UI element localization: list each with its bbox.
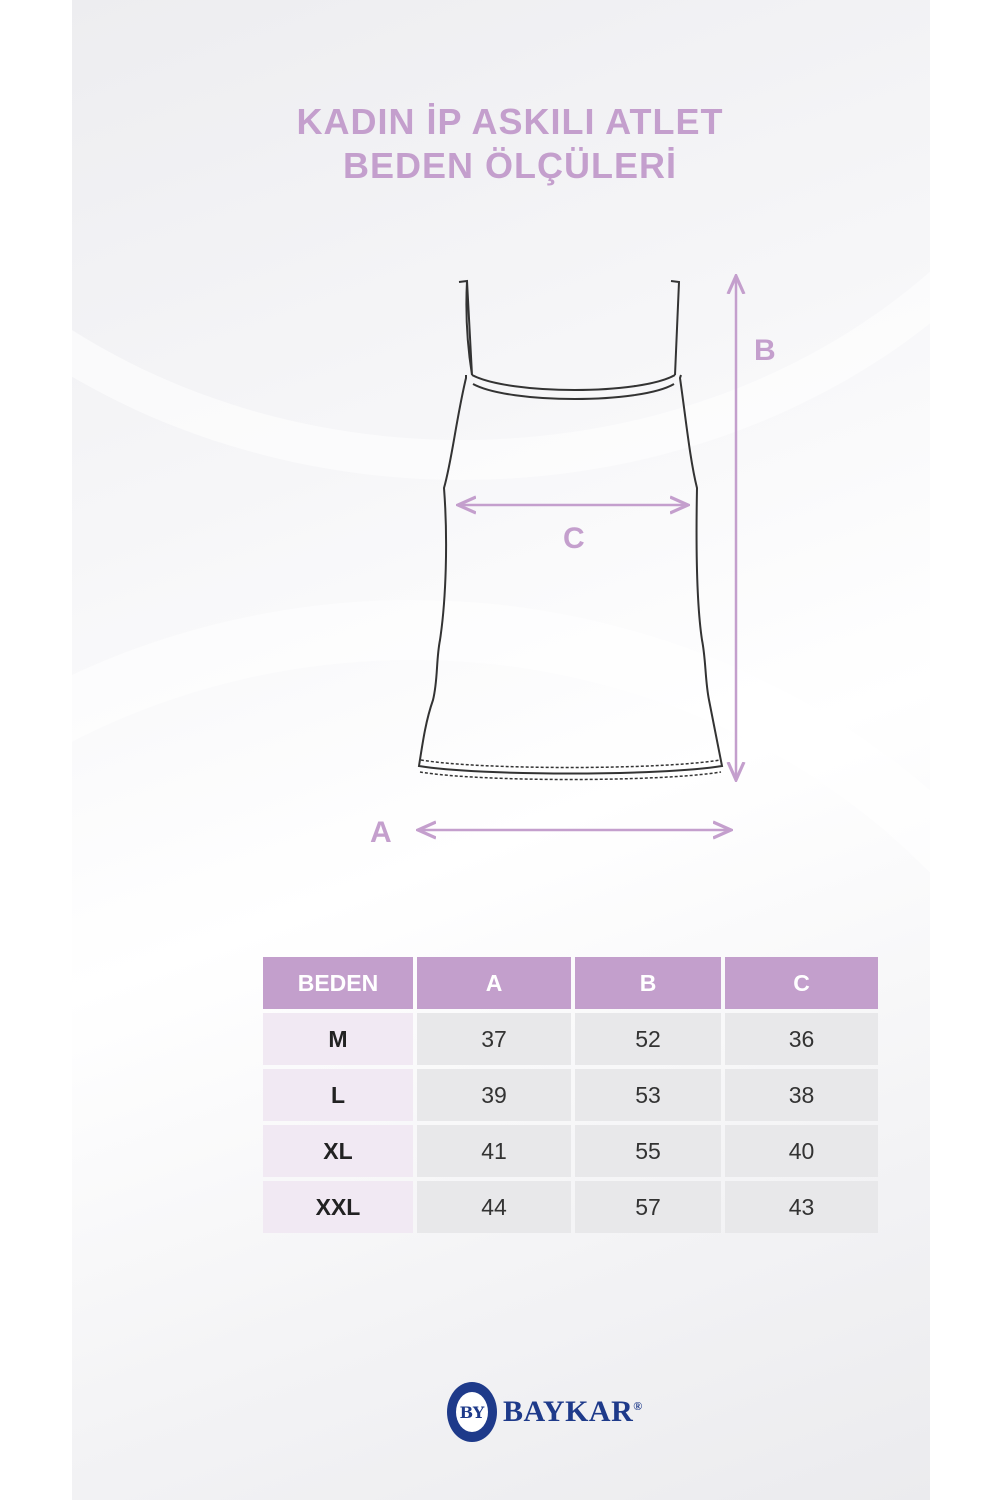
header-b: B bbox=[575, 957, 721, 1009]
size-table bbox=[259, 953, 882, 1237]
table-row bbox=[263, 1125, 878, 1177]
seal-monogram: BY bbox=[456, 1392, 488, 1432]
dimension-a-label: A bbox=[370, 816, 392, 849]
title-line-1: KADIN İP ASKILI ATLET bbox=[296, 101, 724, 142]
value-cell: 37 bbox=[417, 1013, 571, 1065]
header-a: A bbox=[417, 957, 571, 1009]
size-cell: XL bbox=[263, 1125, 413, 1177]
dimension-b-label: B bbox=[754, 334, 776, 367]
header-c: C bbox=[725, 957, 878, 1009]
size-cell: L bbox=[263, 1069, 413, 1121]
value-cell: 53 bbox=[575, 1069, 721, 1121]
brand-seal-icon bbox=[447, 1382, 497, 1442]
table-row bbox=[263, 1181, 878, 1233]
value-cell: 52 bbox=[575, 1013, 721, 1065]
dimension-c-label: C bbox=[563, 522, 585, 555]
table-header-row bbox=[263, 957, 878, 1009]
title-line-2: BEDEN ÖLÇÜLERİ bbox=[342, 145, 677, 186]
size-cell: XXL bbox=[263, 1181, 413, 1233]
table-row bbox=[263, 1069, 878, 1121]
registered-mark: ® bbox=[633, 1399, 643, 1413]
brand-name bbox=[503, 1395, 643, 1429]
value-cell: 39 bbox=[417, 1069, 571, 1121]
value-cell: 41 bbox=[417, 1125, 571, 1177]
header-beden: BEDEN bbox=[263, 957, 413, 1009]
value-cell: 43 bbox=[725, 1181, 878, 1233]
value-cell: 36 bbox=[725, 1013, 878, 1065]
value-cell: 38 bbox=[725, 1069, 878, 1121]
brand-logo bbox=[447, 1380, 643, 1444]
value-cell: 57 bbox=[575, 1181, 721, 1233]
value-cell: 44 bbox=[417, 1181, 571, 1233]
brand-name-text: BAYKAR bbox=[503, 1395, 634, 1428]
value-cell: 40 bbox=[725, 1125, 878, 1177]
table-row bbox=[263, 1013, 878, 1065]
value-cell: 55 bbox=[575, 1125, 721, 1177]
size-cell: M bbox=[263, 1013, 413, 1065]
